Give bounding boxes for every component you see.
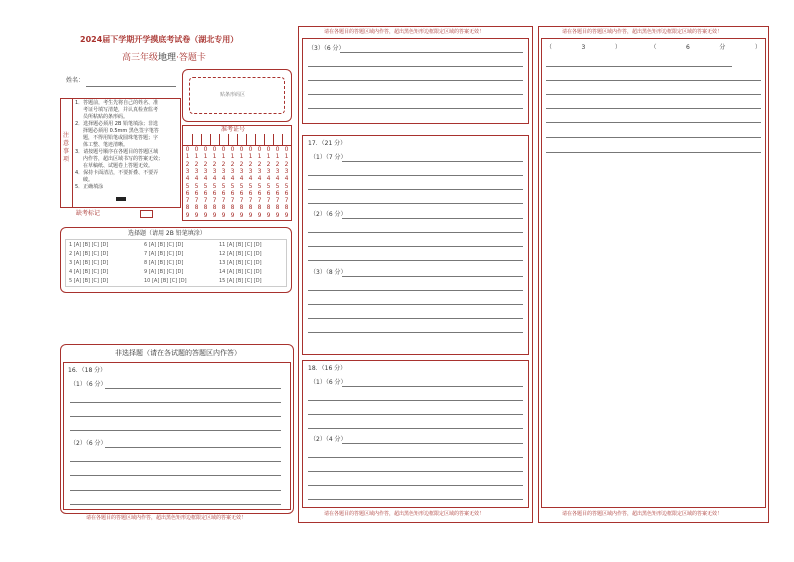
notes-text [75,100,163,191]
admission-digit[interactable]: 0 [275,146,280,153]
admission-digit[interactable]: 5 [248,182,253,190]
q18-2-label: （2）（4 分） [310,436,347,443]
admission-digit[interactable]: 4 [266,175,271,183]
q18-3-part: （ [650,44,657,51]
admission-digit[interactable]: 8 [221,204,226,212]
admission-digit[interactable]: 8 [194,204,199,212]
admission-digit[interactable]: 0 [248,146,253,153]
mcq-option-row[interactable]: 7 [A] [B] [C] [D] [144,251,184,257]
answer-line[interactable] [546,94,761,95]
admission-digit[interactable]: 7 [248,197,253,205]
answer-line[interactable] [308,203,523,204]
answer-line[interactable] [308,94,523,95]
answer-line[interactable] [308,471,523,472]
answer-line[interactable] [70,475,281,476]
answer-line[interactable] [342,161,523,162]
mcq-option-row[interactable]: 6 [A] [B] [C] [D] [144,242,184,248]
answer-line[interactable] [546,152,761,153]
admission-digit[interactable]: 1 [221,153,226,161]
mcq-option-row[interactable]: 2 [A] [B] [C] [D] [69,251,109,257]
name-input-line[interactable] [86,86,176,87]
admission-digit[interactable]: 3 [275,167,280,175]
admission-digit[interactable]: 7 [275,197,280,205]
answer-line[interactable] [308,290,523,291]
answer-line[interactable] [342,443,523,444]
nonmcq-title: 非选择题（请在各试题的答题区内作答） [115,349,241,357]
admission-digit[interactable]: 4 [239,175,244,183]
note-line: 2．选择题必须用 2B 铅笔填涂；非选 [75,121,158,127]
answer-line[interactable] [308,400,523,401]
admission-digit[interactable]: 4 [212,175,217,183]
separator-dot: · [176,53,179,63]
admission-digit[interactable]: 8 [266,204,271,212]
admission-digit[interactable]: 2 [239,160,244,168]
admission-digit[interactable]: 3 [248,167,253,175]
note-line: 题，不得用铅笔或圆珠笔答题；字 [83,135,159,141]
card-subtitle [122,50,206,63]
answer-line[interactable] [342,218,523,219]
admission-digit[interactable]: 9 [257,211,262,219]
admission-digit[interactable]: 6 [275,189,280,197]
mcq-option-row[interactable]: 3 [A] [B] [C] [D] [69,260,109,266]
answer-line[interactable] [308,332,523,333]
exam-title: 2024届下学期开学摸底考试卷（湖北专用） [80,35,239,44]
admission-digit[interactable]: 4 [221,175,226,183]
subject-label: 地理 [158,53,177,63]
bottom-notice-col3: 请在各题目的答题区域内作答，超出黑色矩形边框限定区域的答案无效！ [562,511,723,517]
mcq-option-row[interactable]: 8 [A] [B] [C] [D] [144,260,184,266]
answer-line[interactable] [308,304,523,305]
admission-digit[interactable]: 9 [221,211,226,219]
note-line: 4．保持卡面清洁，不要折叠、不要弄 [75,170,159,176]
q18-3-part: 分 [719,44,726,51]
bottom-notice-col1: 请在各题目的答题区域内作答，超出黑色矩形边框限定区域的答案无效！ [86,515,247,521]
admission-digit[interactable]: 0 [239,146,244,153]
admission-digit[interactable]: 1 [239,153,244,161]
admission-digit[interactable]: 3 [239,167,244,175]
admission-digit[interactable]: 2 [194,160,199,168]
absent-checkbox[interactable] [140,210,153,218]
admission-digit[interactable]: 8 [230,204,235,212]
q18-3-part: ） [754,44,761,51]
admission-digit[interactable]: 0 [284,146,289,153]
admission-digit[interactable]: 9 [239,211,244,219]
admission-digit[interactable]: 9 [194,211,199,219]
admission-digit[interactable]: 1 [230,153,235,161]
admission-digit[interactable]: 6 [221,189,226,197]
correct-fill-sample [116,197,126,201]
admission-digit[interactable]: 3 [221,167,226,175]
answer-line[interactable] [342,386,523,387]
admission-digit[interactable]: 6 [239,189,244,197]
answer-line[interactable] [546,137,761,138]
admission-digit[interactable]: 9 [275,211,280,219]
admission-digit[interactable]: 6 [248,189,253,197]
admission-digit[interactable]: 1 [185,153,190,161]
answer-line[interactable] [308,175,523,176]
admission-digit[interactable]: 0 [221,146,226,153]
admission-digit[interactable]: 3 [230,167,235,175]
q17-box [302,135,529,355]
admission-digit[interactable]: 8 [203,204,208,212]
admission-digit[interactable]: 6 [185,189,190,197]
admission-digit[interactable]: 5 [284,182,289,190]
mcq-option-row[interactable]: 4 [A] [B] [C] [D] [69,269,109,275]
admission-grid [183,134,291,220]
answer-line[interactable] [546,66,732,67]
admission-digit[interactable]: 0 [257,146,262,153]
admission-digit[interactable]: 2 [275,160,280,168]
admission-digit[interactable]: 7 [212,197,217,205]
admission-digit[interactable]: 2 [248,160,253,168]
top-notice-col2: 请在各题目的答题区域内作答，超出黑色矩形边框限定区域的答案无效！ [324,29,485,35]
answer-line[interactable] [308,189,523,190]
admission-digit[interactable]: 5 [203,182,208,190]
answer-line[interactable] [70,416,281,417]
admission-digit[interactable]: 5 [194,182,199,190]
admission-label: 准考证号 [221,126,246,133]
mcq-option-row[interactable]: 10 [A] [B] [C] [D] [144,278,187,284]
admission-digit[interactable]: 6 [212,189,217,197]
answer-line[interactable] [308,428,523,429]
admission-digit[interactable]: 1 [203,153,208,161]
admission-digit[interactable]: 5 [239,182,244,190]
admission-digit[interactable]: 8 [239,204,244,212]
admission-digit[interactable]: 3 [185,167,190,175]
answer-line[interactable] [308,108,523,109]
admission-digit[interactable]: 4 [203,175,208,183]
answer-line[interactable] [70,402,281,403]
card-label: 答题卡 [178,53,206,63]
admission-digit[interactable]: 6 [194,189,199,197]
note-line: 在草稿纸、试题卷上答题无效。 [83,163,154,169]
admission-digit[interactable]: 2 [266,160,271,168]
admission-digit[interactable]: 6 [230,189,235,197]
admission-digit[interactable]: 3 [194,167,199,175]
admission-digit[interactable]: 4 [284,175,289,183]
note-line: 员所粘贴的条形码。 [83,114,129,120]
admission-digit[interactable]: 1 [257,153,262,161]
answer-line[interactable] [70,490,281,491]
admission-digit[interactable]: 6 [284,189,289,197]
admission-digit[interactable]: 3 [284,167,289,175]
admission-digit[interactable]: 4 [275,175,280,183]
admission-digit[interactable]: 2 [221,160,226,168]
q17-1-label: （1）（7 分） [310,154,347,161]
notes-divider [72,98,73,208]
admission-digit[interactable]: 6 [257,189,262,197]
q18-label: 18．（16 分） [308,365,347,372]
admission-digit[interactable]: 1 [194,153,199,161]
answer-line[interactable] [546,122,761,123]
admission-digit[interactable]: 5 [257,182,262,190]
admission-digit[interactable]: 0 [194,146,199,153]
admission-digit[interactable]: 8 [248,204,253,212]
admission-digit[interactable]: 1 [248,153,253,161]
admission-digit[interactable]: 7 [257,197,262,205]
mcq-option-row[interactable]: 11 [A] [B] [C] [D] [219,242,262,248]
admission-digit[interactable]: 7 [221,197,226,205]
top-notice-col3: 请在各题目的答题区域内作答，超出黑色矩形边框限定区域的答案无效！ [562,29,723,35]
note-line: 择题必须用 0.5mm 黑色签字笔答 [83,128,159,134]
admission-digit[interactable]: 5 [275,182,280,190]
admission-digit[interactable]: 0 [185,146,190,153]
admission-digit[interactable]: 2 [185,160,190,168]
admission-digit[interactable]: 9 [230,211,235,219]
admission-digit[interactable]: 8 [185,204,190,212]
answer-line[interactable] [70,430,281,431]
q18-3-part: 6 [686,44,690,51]
mcq-option-row[interactable]: 1 [A] [B] [C] [D] [69,242,109,248]
q17-3-label: （3）（8 分） [310,269,347,276]
admission-digit[interactable]: 8 [257,204,262,212]
answer-line[interactable] [308,80,523,81]
answer-line[interactable] [546,80,761,81]
note-line: 1．答题前，考生先将自己的姓名、准 [75,100,159,106]
q18-3-label [546,45,761,51]
admission-digit[interactable]: 5 [212,182,217,190]
admission-digit[interactable]: 7 [185,197,190,205]
admission-digit[interactable]: 0 [212,146,217,153]
mcq-option-row[interactable]: 12 [A] [B] [C] [D] [219,251,262,257]
q16-label: 16．（18 分） [68,367,107,374]
admission-digit[interactable]: 5 [185,182,190,190]
bottom-notice-col2: 请在各题目的答题区域内作答，超出黑色矩形边框限定区域的答案无效！ [324,511,485,517]
admission-digit[interactable]: 0 [230,146,235,153]
admission-digit[interactable]: 1 [275,153,280,161]
admission-digit[interactable]: 6 [203,189,208,197]
answer-line[interactable] [342,276,523,277]
answer-line[interactable] [308,499,523,500]
admission-digit[interactable]: 1 [284,153,289,161]
note-line: 考证号填写清楚，并认真检查监考 [83,107,159,113]
q18-3-part: ） [614,44,621,51]
admission-digit[interactable]: 4 [230,175,235,183]
absent-label: 缺考标记 [76,210,101,217]
answer-line[interactable] [308,318,523,319]
mcq-option-row[interactable]: 9 [A] [B] [C] [D] [144,269,184,275]
answer-line[interactable] [340,52,523,53]
admission-digit[interactable]: 7 [266,197,271,205]
answer-line[interactable] [308,232,523,233]
q16-3-label: （3）（6 分） [308,45,345,52]
admission-digit[interactable]: 0 [266,146,271,153]
admission-digit[interactable]: 8 [275,204,280,212]
admission-digit[interactable]: 4 [194,175,199,183]
answer-line[interactable] [308,260,523,261]
answer-line[interactable] [70,504,281,505]
admission-digit[interactable]: 9 [185,211,190,219]
admission-digit[interactable]: 0 [203,146,208,153]
mcq-option-row[interactable]: 14 [A] [B] [C] [D] [219,269,262,275]
answer-line[interactable] [308,66,523,67]
mcq-option-row[interactable]: 5 [A] [B] [C] [D] [69,278,109,284]
answer-line[interactable] [105,447,281,448]
note-line: 体工整、笔迹清晰。 [83,142,129,148]
answer-line[interactable] [308,485,523,486]
admission-digit[interactable]: 1 [212,153,217,161]
q16-1-label: （1）（6 分） [70,381,107,388]
note-line: 破。 [83,177,94,183]
mcq-title: 选择题（请用 2B 铅笔填涂） [128,230,206,237]
q18-1-label: （1）（6 分） [310,379,347,386]
admission-digit[interactable]: 3 [257,167,262,175]
answer-line[interactable] [308,414,523,415]
admission-digit[interactable]: 3 [212,167,217,175]
mcq-option-row[interactable]: 13 [A] [B] [C] [D] [219,260,262,266]
admission-digit[interactable]: 9 [212,211,217,219]
answer-line[interactable] [308,246,523,247]
admission-digit[interactable]: 7 [284,197,289,205]
admission-digit[interactable]: 6 [266,189,271,197]
q18-3-part: 3 [581,44,586,51]
admission-digit[interactable]: 1 [266,153,271,161]
q16-2-label: （2）（6 分） [70,440,107,447]
admission-digit[interactable]: 5 [230,182,235,190]
answer-line[interactable] [308,457,523,458]
admission-digit[interactable]: 7 [203,197,208,205]
q17-label: 17．（21 分） [308,140,347,147]
admission-digit[interactable]: 4 [185,175,190,183]
admission-digit[interactable]: 7 [194,197,199,205]
admission-digit[interactable]: 7 [239,197,244,205]
admission-digit[interactable]: 5 [266,182,271,190]
admission-digit[interactable]: 4 [257,175,262,183]
note-line: 内作答，超出区域书写的答案无效； [83,156,164,162]
admission-digit[interactable]: 9 [284,211,289,219]
admission-digit[interactable]: 2 [284,160,289,168]
admission-digit[interactable]: 2 [203,160,208,168]
name-label: 姓名： [66,77,85,84]
q18-3-part: （ [546,44,553,51]
answer-line[interactable] [105,388,281,389]
mcq-option-row[interactable]: 15 [A] [B] [C] [D] [219,278,262,284]
admission-digit[interactable]: 3 [266,167,271,175]
q17-2-label: （2）（6 分） [310,211,347,218]
answer-line[interactable] [70,461,281,462]
barcode-area-label: 贴条形码区 [220,92,246,98]
admission-digit[interactable]: 9 [266,211,271,219]
note-line: 3．请按题号顺序在各题目的答题区域 [75,149,159,155]
grade-label: 高三年级 [122,53,159,63]
admission-digit[interactable]: 8 [284,204,289,212]
admission-digit[interactable]: 2 [212,160,217,168]
admission-digit[interactable]: 3 [203,167,208,175]
admission-digit[interactable]: 8 [212,204,217,212]
notes-title: 注意事项 [62,132,69,163]
admission-digit[interactable]: 7 [230,197,235,205]
answer-line[interactable] [546,108,761,109]
note-line: 5．正确填涂 [75,184,104,190]
admission-digit[interactable]: 9 [248,211,253,219]
admission-digit[interactable]: 5 [221,182,226,190]
admission-digit[interactable]: 2 [230,160,235,168]
admission-digit[interactable]: 2 [257,160,262,168]
admission-digit[interactable]: 4 [248,175,253,183]
admission-digit[interactable]: 9 [203,211,208,219]
